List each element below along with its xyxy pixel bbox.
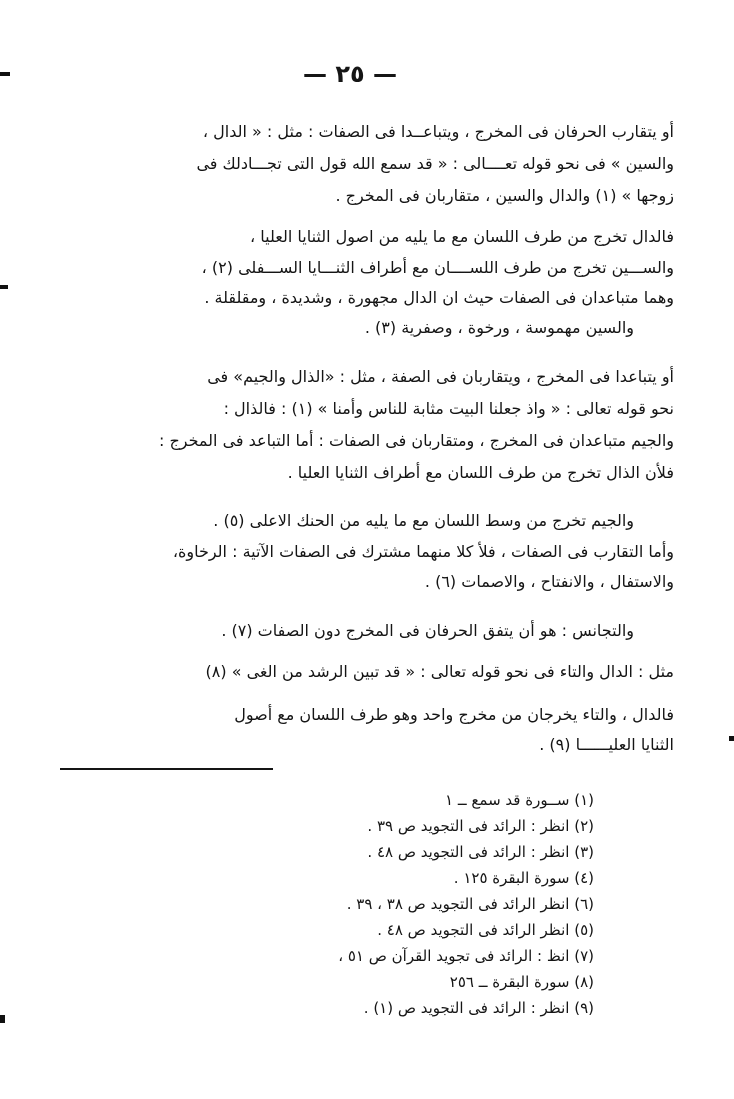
body-line: وهما متباعدان فى الصفات حيث ان الدال مجهورة ، وشديدة ، ومقلقلة . [204, 288, 674, 307]
body-line: والاستفال ، والانفتاح ، والاصمات (٦) . [424, 572, 674, 591]
body-line: والجيم تخرج من وسط اللسان مع ما يليه من الحنك الاعلى (٥) . [213, 511, 634, 530]
body-line: والسين مهموسة ، ورخوة ، وصفرية (٣) . [364, 318, 634, 337]
body-line: فالدال تخرج من طرف اللسان مع ما يليه من اصول الثنايا العليا ، [250, 227, 674, 246]
body-line: الثنايا العليــــــا (٩) . [539, 735, 674, 754]
body-line: نحو قوله تعالى : « واذ جعلنا البيت مثابة للناس وأمنا » (١) : فالذال : [223, 399, 674, 418]
scan-edge-mark [0, 72, 10, 76]
body-line: والجيم متباعدان فى المخرج ، ومتقاربان فى الصفات : أما التباعد فى المخرج : [158, 431, 674, 450]
footnote: (٥) انظر الرائد فى التجويد ص ٤٨ . [377, 921, 594, 939]
page-number: — ٢٥ — [302, 60, 397, 88]
scan-edge-mark [0, 1015, 5, 1023]
body-line: وأما التقارب فى الصفات ، فلأ كلا منهما مشترك فى الصفات الآتية : الرخاوة، [172, 542, 674, 561]
body-line: زوجها » (١) والدال والسين ، متقاربان فى المخرج . [335, 186, 674, 205]
footnote: (٩) انظر : الرائد فى التجويد ص (١) . [363, 999, 594, 1017]
footnote: (١) ســورة قد سمع ــ ١ [445, 791, 594, 809]
body-line: والتجانس : هو أن يتفق الحرفان فى المخرج دون الصفات (٧) . [221, 621, 634, 640]
body-line: فلأن الذال تخرج من طرف اللسان مع أطراف الثنايا العليا . [287, 463, 674, 482]
footnote: (٤) سورة البقرة ١٢٥ . [453, 869, 594, 887]
footnote-separator [60, 768, 273, 770]
body-line: مثل : الدال والتاء فى نحو قوله تعالى : « قد تبين الرشد من الغى » (٨) [205, 662, 674, 681]
scan-edge-mark [729, 736, 734, 741]
body-line: أو يتباعدا فى المخرج ، ويتقاربان فى الصفة ، مثل : «الذال والجيم» فى [207, 367, 674, 386]
footnote: (٦) انظر الرائد فى التجويد ص ٣٨ ، ٣٩ . [346, 895, 594, 913]
body-line: أو يتقارب الحرفان فى المخرج ، ويتباعــدا فى الصفات : مثل : « الدال ، [202, 122, 674, 141]
footnote: (٢) انظر : الرائد فى التجويد ص ٣٩ . [367, 817, 594, 835]
footnote: (٨) سورة البقرة ــ ٢٥٦ [449, 973, 594, 991]
body-line: والســـين تخرج من طرف اللســــان مع أطراف الثنـــايا الســـفلى (٢) ، [201, 258, 674, 277]
footnote: (٧) انظ : الرائد فى تجويد القرآن ص ٥١ ، [338, 947, 594, 965]
footnote: (٣) انظر : الرائد فى التجويد ص ٤٨ . [367, 843, 594, 861]
body-line: والسين » فى نحو قوله تعــــالى : « قد سمع الله قول التى تجـــادلك فى [196, 154, 674, 173]
body-line: فالدال ، والتاء يخرجان من مخرج واحد وهو طرف اللسان مع أصول [234, 705, 674, 724]
scan-edge-mark [0, 285, 8, 289]
